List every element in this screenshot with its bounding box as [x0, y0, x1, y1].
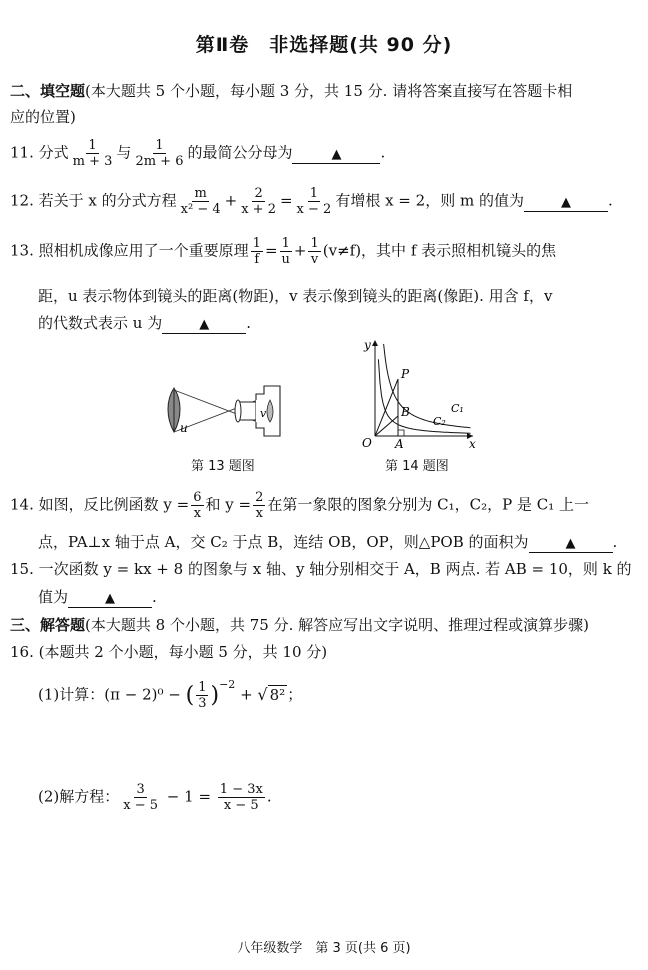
q16-part-1: [38, 677, 303, 711]
page-title: 第Ⅱ卷 非选择题(共 90 分): [195, 34, 453, 56]
section-3-heading: 三、解答题: [10, 616, 86, 634]
part-label: (2)解方程：: [38, 787, 120, 806]
numerator: 1: [309, 186, 319, 201]
numerator: 6: [193, 490, 202, 505]
q15-text: 值为: [38, 588, 69, 606]
point-p-label: P: [401, 367, 410, 381]
denominator: v: [310, 252, 319, 267]
denominator: x − 5: [123, 798, 159, 813]
blank-triangle-icon: ▲: [105, 591, 116, 606]
numerator: 1: [310, 236, 319, 251]
q13-text: 的代数式表示 u 为: [38, 314, 163, 332]
answer-blank[interactable]: [524, 193, 608, 212]
answer-blank[interactable]: [68, 589, 152, 608]
section-2-heading: 二、填空题: [10, 82, 86, 100]
section-2-note-cont: 应的位置): [10, 108, 76, 126]
denominator: x: [193, 506, 202, 521]
numerator: 2: [254, 186, 263, 201]
point-b-label: B: [401, 405, 410, 419]
radical-sign: √: [257, 684, 268, 704]
answer-blank[interactable]: [529, 534, 613, 553]
origin-label: O: [362, 436, 372, 450]
fraction: [71, 138, 115, 169]
axis-y-label: y: [364, 338, 371, 352]
fraction: [251, 236, 263, 267]
exponent: −2: [219, 677, 236, 691]
question-15: [10, 558, 632, 579]
blank-triangle-icon: ▲: [565, 536, 576, 551]
denominator: 3: [198, 696, 207, 711]
question-16: [10, 641, 327, 662]
q11-text: 分式: [38, 143, 69, 162]
operator: +: [293, 241, 307, 260]
section-3-note: (本大题共 8 个小题，共 75 分. 解答应写出文字说明、推理过程或演算步骤): [85, 616, 589, 634]
fraction: [253, 490, 265, 521]
q16-intro: (本题共 2 个小题，每小题 5 分，共 10 分): [38, 643, 328, 661]
expression: − 1 =: [166, 787, 212, 806]
denominator: x² − 4: [180, 202, 221, 217]
question-number: 13.: [10, 241, 34, 260]
answer-blank[interactable]: [292, 145, 380, 164]
question-13: [10, 236, 556, 267]
q11-text: 的最简公分母为: [187, 143, 293, 162]
figure-13-camera-diagram: [160, 380, 290, 442]
denominator: u: [281, 252, 290, 267]
denominator: x + 2: [241, 202, 276, 217]
q14-text: 如图，反比例函数 y =: [38, 495, 190, 514]
q13-line-2: 距，u 表示物体到镜头的距离(物距)，v 表示像到镜头的距离(像距). 用含 f，v: [38, 287, 553, 305]
question-number: 15.: [10, 560, 34, 578]
blank-triangle-icon: ▲: [199, 317, 210, 332]
numerator: 3: [136, 782, 145, 797]
numerator: 2: [255, 490, 264, 505]
q16-part-2: [38, 782, 272, 813]
operator: +: [224, 191, 238, 210]
fraction: [133, 138, 185, 169]
fraction: [196, 680, 208, 711]
period: .: [612, 533, 618, 551]
period: .: [152, 588, 157, 606]
denominator: x − 5: [223, 798, 259, 813]
radicand: 8²: [269, 685, 286, 704]
fraction: [218, 782, 265, 813]
numerator: 1: [198, 680, 207, 695]
numerator: 1: [88, 138, 97, 153]
fraction: [239, 186, 278, 217]
paren-left: (: [185, 683, 195, 708]
denominator: x − 2: [296, 202, 332, 217]
question-number: 14.: [10, 495, 34, 514]
numerator: 1: [155, 138, 164, 153]
q14-text: 在第一象限的图象分别为 C₁，C₂，P 是 C₁ 上一: [267, 495, 590, 514]
q14-text: 和 y =: [205, 495, 252, 514]
point-a-label: A: [395, 437, 404, 451]
curve-c2-label: C₂: [433, 415, 446, 428]
q15-line-2: [38, 586, 157, 608]
fraction: [295, 186, 334, 217]
curve-c2: [378, 359, 470, 433]
period: .: [607, 191, 613, 210]
operator: =: [279, 191, 293, 210]
q12-text: 若关于 x 的分式方程: [38, 191, 177, 210]
page-footer: 八年级数学 第 3 页(共 6 页): [237, 941, 411, 956]
period: .: [246, 314, 251, 332]
q12-text: 有增根 x = 2，则 m 的值为: [335, 191, 524, 210]
period: .: [380, 143, 386, 162]
q14-line-2: [38, 531, 617, 553]
question-11: [10, 138, 385, 169]
q13-text: (v≠f)，其中 f 表示照相机镜头的焦: [322, 241, 557, 260]
axis-x-label: x: [469, 437, 476, 451]
numerator: 1: [281, 236, 290, 251]
denominator: x: [255, 506, 263, 521]
q11-text: 与: [116, 143, 132, 162]
q15-text: 一次函数 y = kx + 8 的图象与 x 轴、y 轴分别相交于 A，B 两点. 若 AB = 10，则 k 的: [38, 560, 632, 578]
operator: +: [240, 685, 253, 704]
numerator: 1: [252, 236, 261, 251]
q13-text: 照相机成像应用了一个重要原理: [38, 241, 249, 260]
figure-14-graph: [355, 336, 480, 451]
q14-text: 点，PA⊥x 轴于点 A，交 C₂ 于点 B，连结 OB，OP，则△POB 的面积为: [38, 533, 529, 551]
question-14: [10, 490, 589, 521]
fraction: [308, 236, 320, 267]
fraction: [179, 186, 223, 217]
denominator: 2m + 6: [135, 154, 184, 169]
label-u: u: [180, 421, 188, 435]
figure-14-caption: 第 14 题图: [385, 459, 449, 474]
figure-13-caption: 第 13 题图: [191, 459, 255, 474]
paren-right: ): [210, 683, 220, 708]
label-v: v: [260, 407, 267, 420]
question-12: [10, 186, 613, 217]
answer-blank[interactable]: [162, 315, 246, 334]
question-number: 11.: [10, 143, 34, 162]
section-3-heading-line: [10, 614, 589, 635]
denominator: f: [254, 252, 260, 267]
expression: (π − 2)⁰ −: [104, 685, 181, 704]
sqrt-expression: [257, 686, 287, 704]
fraction: [280, 236, 292, 267]
question-number: 12.: [10, 191, 34, 210]
semicolon: ；: [287, 685, 303, 704]
numerator: 1 − 3x: [219, 782, 263, 797]
q13-line-3: [38, 312, 251, 334]
blank-triangle-icon: ▲: [560, 194, 571, 210]
period: .: [266, 787, 272, 806]
section-2-heading-line: [10, 80, 572, 101]
curve-c1: [384, 344, 471, 428]
fraction: [191, 490, 203, 521]
section-2-note: (本大题共 5 个小题，每小题 3 分，共 15 分. 请将答案直接写在答题卡相: [85, 82, 573, 100]
denominator: m + 3: [72, 154, 113, 169]
part-label: (1)计算：: [38, 685, 105, 704]
curve-c1-label: C₁: [451, 402, 464, 415]
question-number: 16.: [10, 643, 34, 661]
numerator: m: [194, 186, 207, 201]
operator: =: [264, 241, 278, 260]
blank-triangle-icon: ▲: [331, 146, 342, 162]
fraction: [121, 782, 160, 813]
